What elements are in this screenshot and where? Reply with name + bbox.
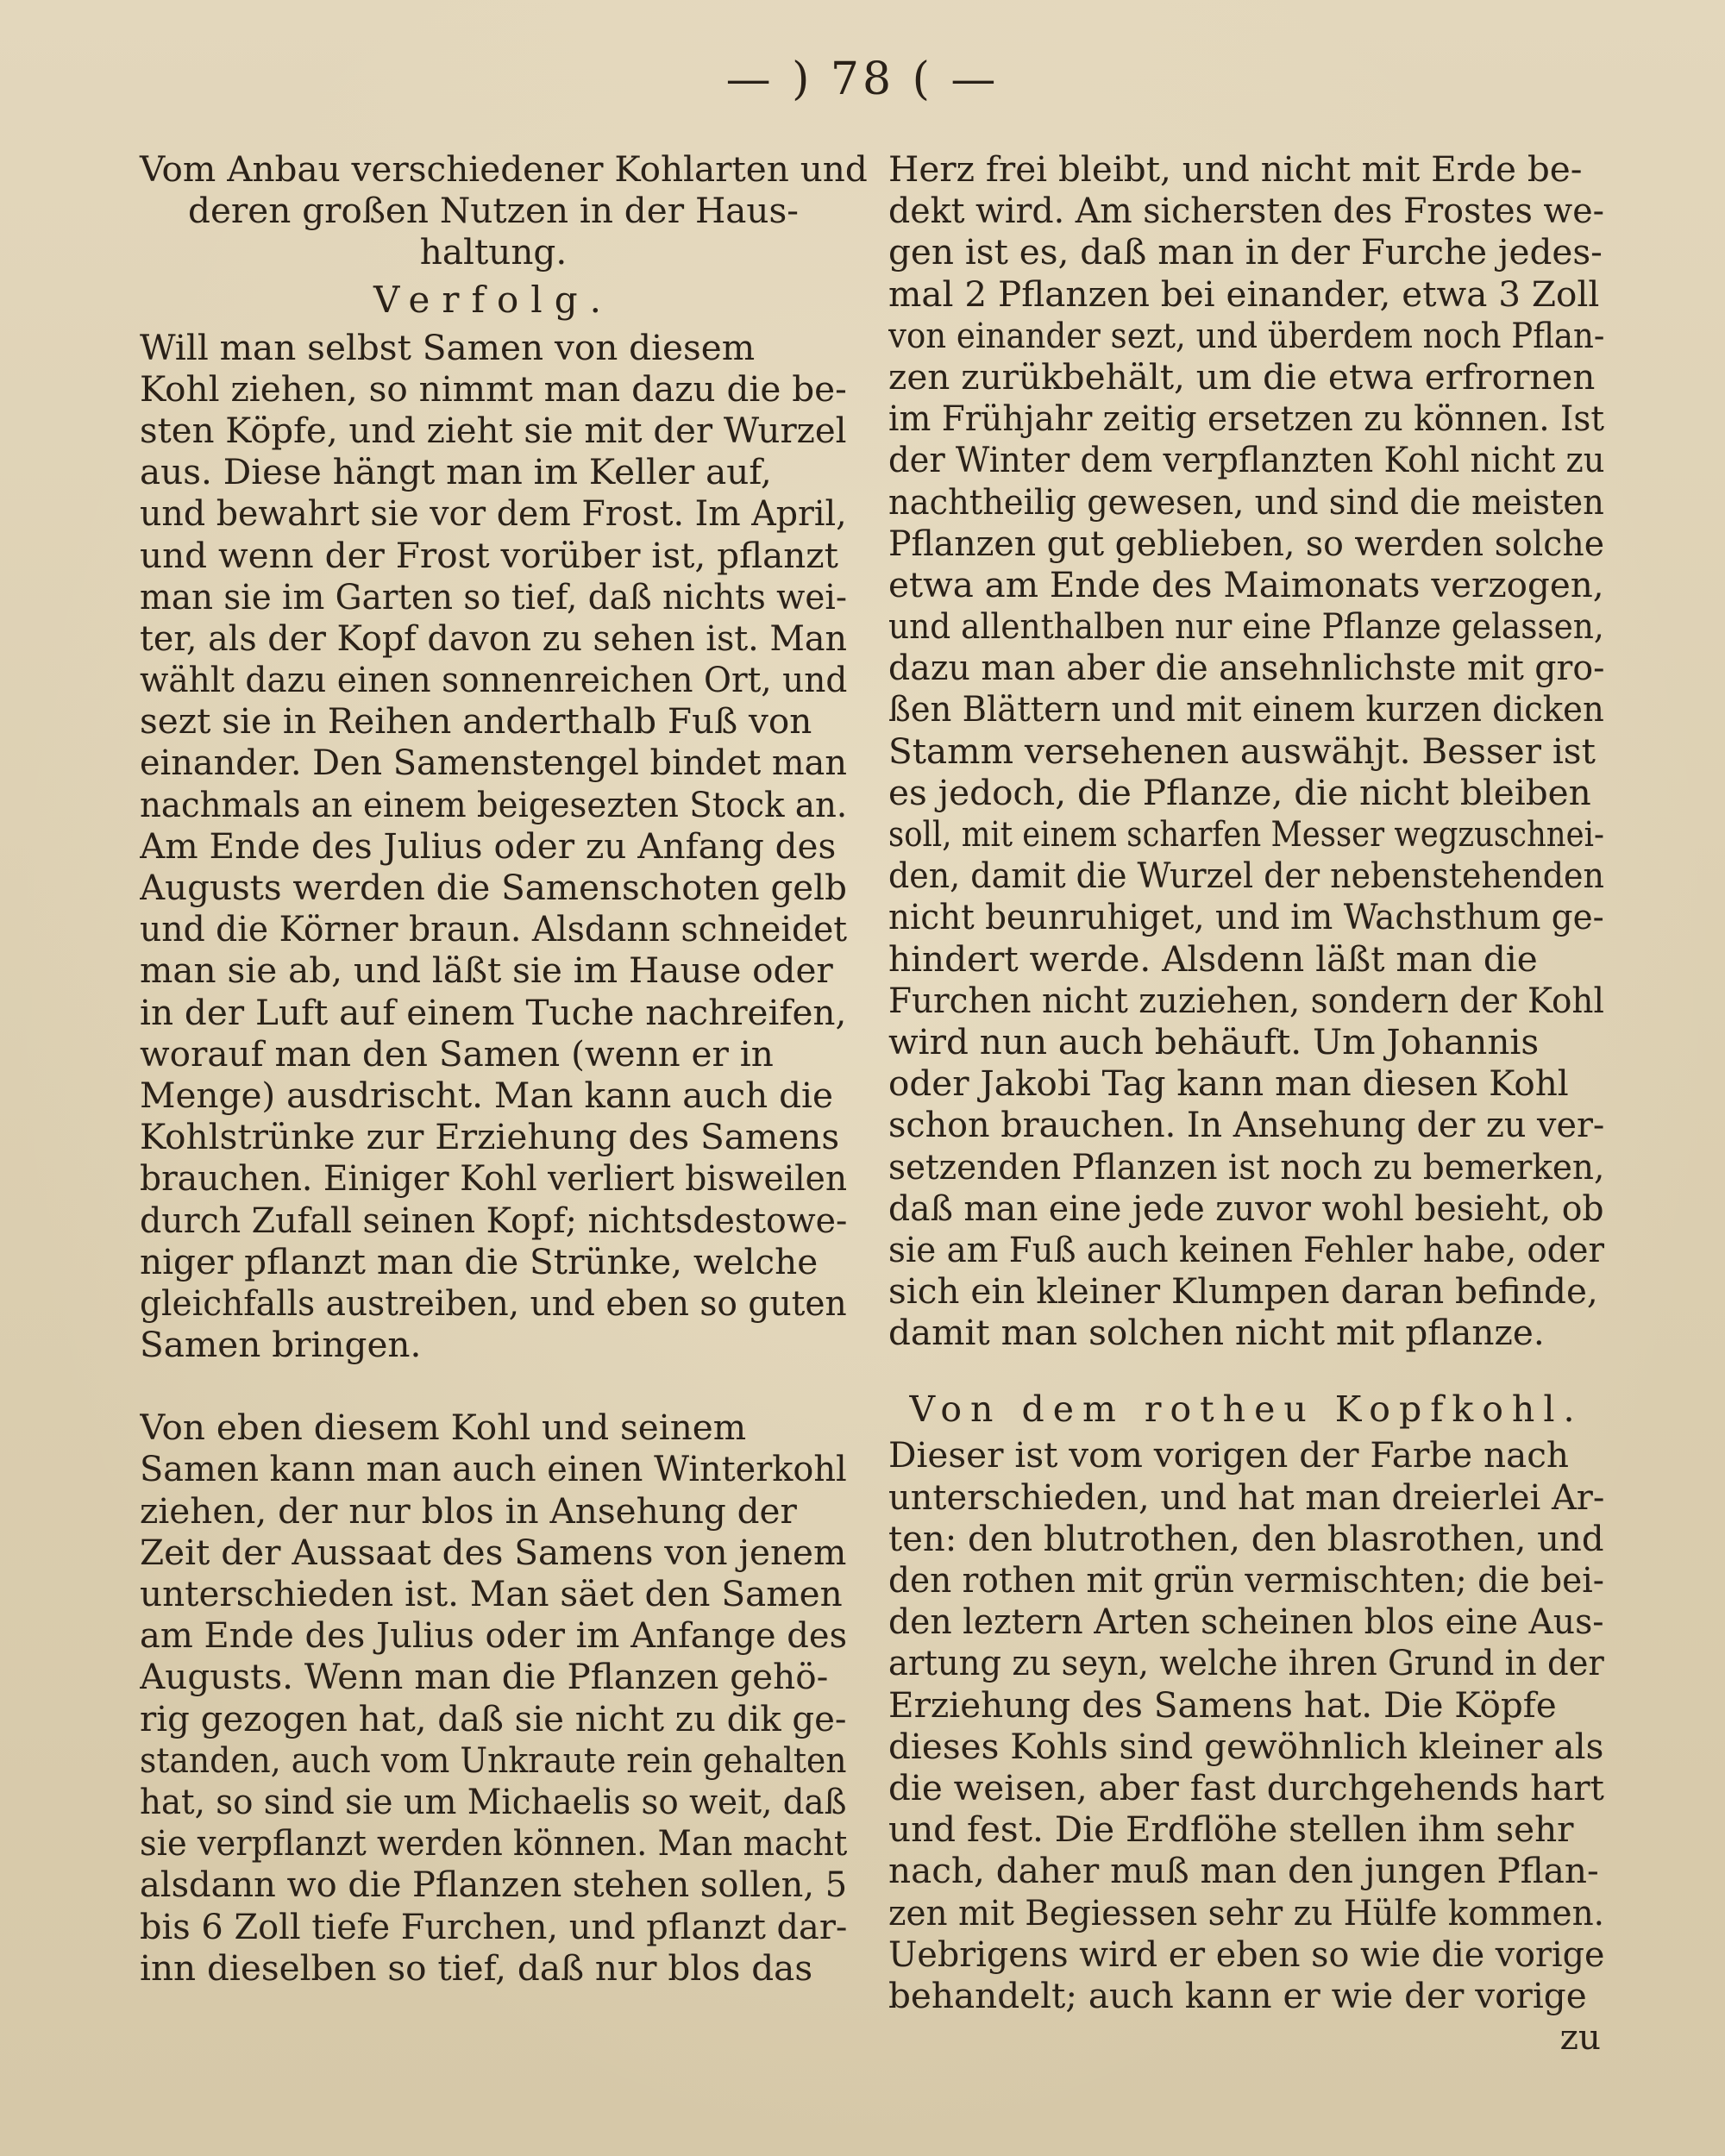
text-line: Herz frei bleibt, und nicht mit Erde be-	[888, 148, 1583, 190]
text-line: gleichfalls austreiben, und eben so guten	[140, 1282, 847, 1324]
text-line: Samen kann man auch einen Winterkohl	[140, 1448, 847, 1490]
text-line: brauchen. Einiger Kohl verliert bisweilen	[140, 1157, 847, 1200]
text-line: alsdann wo die Pflanzen stehen sollen, 5	[140, 1864, 847, 1906]
article-title-line: deren großen Nutzen in der Haus-	[188, 190, 799, 232]
text-line: sich ein kleiner Klumpen daran befinde,	[888, 1270, 1598, 1313]
text-line: Furchen nicht zuziehen, sondern der Kohl	[888, 979, 1604, 1021]
text-line: am Ende des Julius oder im Anfange des	[140, 1614, 847, 1657]
text-line: Will man selbst Samen von diesem	[140, 326, 756, 368]
text-line: Dieser ist vom vorigen der Farbe nach	[888, 1434, 1569, 1476]
text-line: ßen Blättern und mit einem kurzen dicken	[888, 688, 1604, 730]
text-line: hat, so sind sie um Michaelis so weit, daß	[140, 1780, 847, 1822]
page-number-header: — ) 78 ( —	[725, 53, 1000, 105]
text-line: sie am Fuß auch keinen Fehler habe, oder	[888, 1228, 1604, 1270]
text-line: hindert werde. Alsdenn läßt man die	[888, 937, 1538, 980]
text-line: nachtheilig gewesen, und sind die meisten	[888, 480, 1604, 523]
text-line: und fest. Die Erdflöhe stellen ihm sehr	[888, 1808, 1574, 1851]
text-line: und allenthalben nur eine Pflanze gelassen,	[888, 605, 1604, 648]
text-line: Uebrigens wird er eben so wie die vorige	[888, 1933, 1604, 1975]
text-line: gen ist es, daß man in der Furche jedes-	[888, 231, 1603, 273]
text-line: sie verpflanzt werden können. Man macht	[140, 1822, 847, 1865]
text-line: setzenden Pflanzen ist noch zu bemerken,	[888, 1145, 1604, 1188]
text-line: zen zurükbehält, um die etwa erfrornen	[888, 355, 1596, 398]
text-line: unterschieden, und hat man dreierlei Ar-	[888, 1476, 1604, 1518]
text-line: wählt dazu einen sonnenreichen Ort, und	[140, 659, 847, 701]
text-line: worauf man den Samen (wenn er in	[140, 1032, 774, 1075]
text-line: Pflanzen gut geblieben, so werden solche	[888, 522, 1604, 564]
text-line: Erziehung des Samens hat. Die Köpfe	[888, 1683, 1557, 1726]
text-line: inn dieselben so tief, daß nur blos das	[140, 1946, 813, 1989]
text-line: niger pflanzt man die Strünke, welche	[140, 1240, 819, 1282]
text-line: daß man eine jede zuvor wohl besieht, ob	[888, 1187, 1604, 1229]
section-heading: Von dem rotheu Kopfkohl.	[909, 1388, 1584, 1431]
text-line: Samen bringen.	[140, 1324, 422, 1366]
text-line: bis 6 Zoll tiefe Furchen, und pflanzt dar-	[140, 1905, 847, 1947]
text-line: unterschieden ist. Man säet den Samen	[140, 1573, 843, 1614]
left-paragraph-1	[140, 327, 847, 1366]
text-line: Kohlstrünke zur Erziehung des Samens	[140, 1116, 840, 1158]
text-line: einander. Den Samenstengel bindet man	[140, 742, 847, 784]
text-line: und die Körner braun. Alsdann schneidet	[140, 908, 847, 950]
text-line: etwa am Ende des Maimonats verzogen,	[888, 563, 1604, 605]
text-line: soll, mit einem scharfen Messer wegzuschnei-	[888, 813, 1604, 855]
text-line: ter, als der Kopf davon zu sehen ist. Man	[140, 617, 847, 659]
text-line: ziehen, der nur blos in Ansehung der	[140, 1489, 797, 1532]
right-paragraph-2	[888, 1434, 1604, 2016]
text-line: wird nun auch behäuft. Um Johannis	[888, 1020, 1540, 1062]
text-line: aus. Diese hängt man im Keller auf,	[140, 451, 772, 493]
section-gap	[888, 1353, 1604, 1384]
text-line: Kohl ziehen, so nimmt man dazu die be-	[140, 367, 847, 410]
text-line: den, damit die Wurzel der nebenstehenden	[888, 855, 1604, 897]
right-column	[888, 148, 1604, 2058]
text-line: artung zu seyn, welche ihren Grund in der	[888, 1642, 1604, 1684]
text-line: Von eben diesem Kohl und seinem	[140, 1407, 747, 1449]
text-line: den rothen mit grün vermischten; die bei-	[888, 1559, 1604, 1601]
paragraph-gap	[140, 1365, 847, 1407]
text-line: in der Luft auf einem Tuche nachreifen,	[140, 991, 847, 1033]
right-paragraph-1	[888, 148, 1604, 1353]
text-line: mal 2 Pflanzen bei einander, etwa 3 Zoll	[888, 273, 1600, 315]
text-line: nachmals an einem beigesezten Stock an.	[140, 783, 847, 825]
text-line: und bewahrt sie vor dem Frost. Im April,	[140, 492, 847, 535]
text-line: man sie im Garten so tief, daß nichts wei-	[140, 575, 847, 617]
text-line: man sie ab, und läßt sie im Hause oder	[140, 950, 833, 992]
text-line: oder Jakobi Tag kann man diesen Kohl	[888, 1062, 1569, 1105]
text-line: Augusts. Wenn man die Pflanzen gehö-	[140, 1656, 829, 1698]
text-line: zen mit Begiessen sehr zu Hülfe kommen.	[888, 1891, 1604, 1934]
text-line: behandelt; auch kann er wie der vorige	[888, 1974, 1587, 2016]
text-line: durch Zufall seinen Kopf; nichtsdestowe-	[140, 1199, 847, 1241]
text-line: im Frühjahr zeitig ersetzen zu können. Ist	[888, 398, 1604, 440]
text-line: Menge) ausdrischt. Man kann auch die	[140, 1074, 833, 1116]
text-line: ten: den blutrothen, den blasrothen, und	[888, 1517, 1604, 1559]
text-line: rig gezogen hat, daß sie nicht zu dik ge-	[140, 1697, 847, 1739]
text-line: und wenn der Frost vorüber ist, pflanzt	[140, 534, 838, 576]
text-line: schon brauchen. In Ansehung der zu ver-	[888, 1104, 1604, 1146]
text-line: den leztern Arten scheinen blos eine Aus-	[888, 1601, 1604, 1643]
text-line: sezt sie in Reihen anderthalb Fuß von	[140, 700, 812, 743]
left-paragraph-2	[140, 1407, 847, 1989]
left-column	[140, 148, 868, 1989]
text-line: damit man solchen nicht mit pflanze.	[888, 1312, 1545, 1354]
text-line: Zeit der Aussaat des Samens von jenem	[140, 1531, 847, 1573]
text-line: der Winter dem verpflanzten Kohl nicht zu	[888, 439, 1604, 481]
text-line: es jedoch, die Pflanze, die nicht bleiben	[888, 771, 1591, 813]
text-line: von einander sezt, und überdem noch Pflan-	[888, 314, 1604, 356]
article-subtitle: Verfolg.	[373, 278, 613, 321]
text-line: sten Köpfe, und zieht sie mit der Wurzel	[140, 409, 847, 451]
catchword: zu	[1559, 2016, 1601, 2059]
article-title-line: haltung.	[419, 231, 568, 273]
text-line: die weisen, aber fast durchgehends hart	[888, 1766, 1604, 1808]
text-line: nach, daher muß man den jungen Pflan-	[888, 1850, 1599, 1892]
text-line: Am Ende des Julius oder zu Anfang des	[140, 824, 837, 867]
text-line: dekt wird. Am sichersten des Frostes we-	[888, 190, 1604, 232]
text-line: dazu man aber die ansehnlichste mit gro-	[888, 647, 1604, 689]
text-line: Augusts werden die Samenschoten gelb	[140, 867, 847, 908]
text-line: standen, auch vom Unkraute rein gehalten	[140, 1739, 847, 1781]
text-line: dieses Kohls sind gewöhnlich kleiner als	[888, 1725, 1604, 1767]
text-line: nicht beunruhiget, und im Wachsthum ge-	[888, 896, 1604, 938]
article-title-line: Vom Anbau verschiedener Kohlarten und	[140, 148, 868, 190]
text-line: Stamm versehenen auswähjt. Besser ist	[888, 730, 1596, 772]
